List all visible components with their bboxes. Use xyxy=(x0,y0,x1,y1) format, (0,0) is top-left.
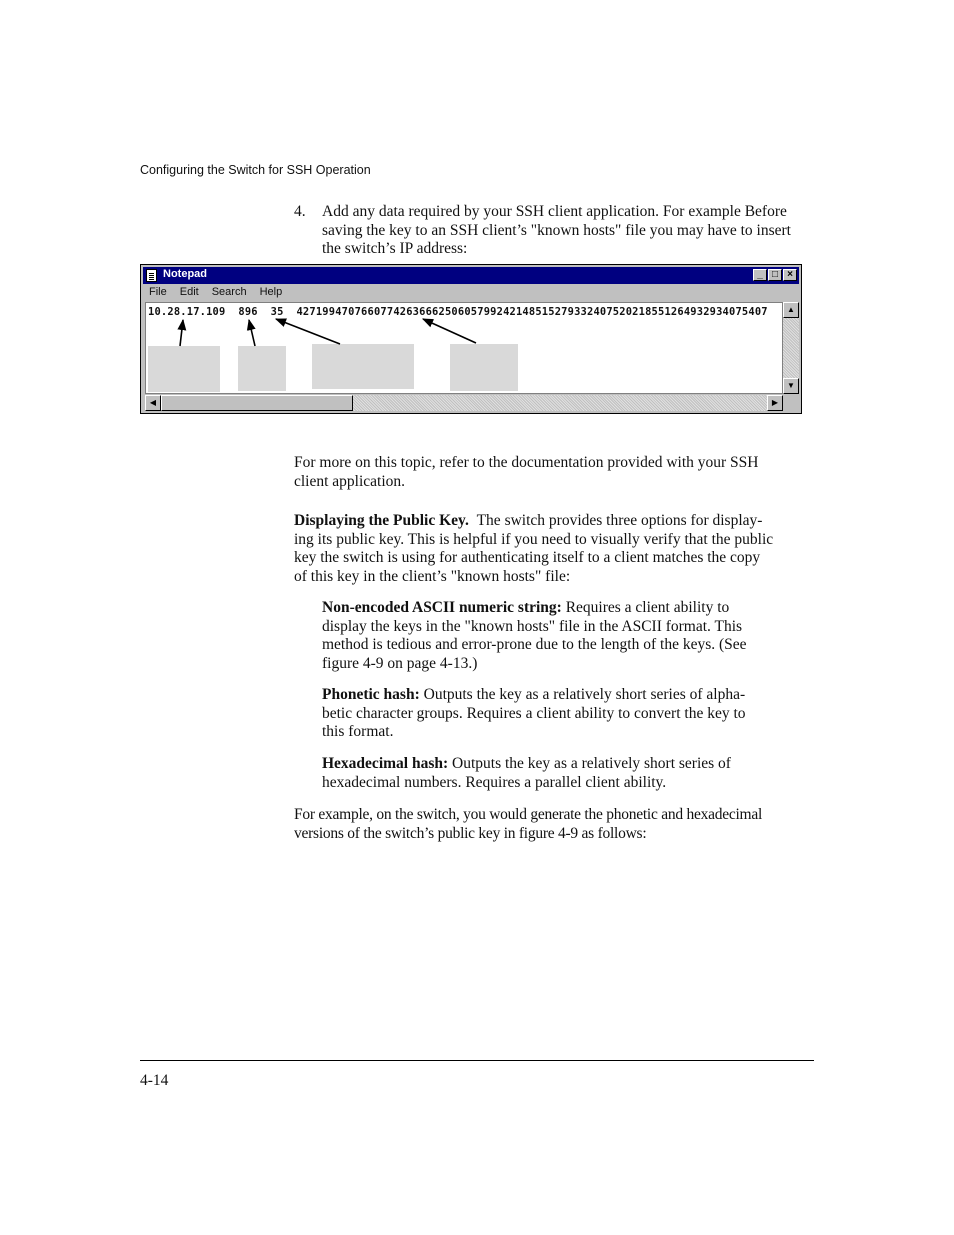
text-line: For example, on the switch, you would generate the phonetic and hexadecimal xyxy=(294,806,763,823)
menu-search[interactable]: Search xyxy=(211,286,247,298)
key-text-line: 10.28.17.109 896 35 4271994707660774263666250605799242148515279332407520218551264932934075407 xyxy=(148,306,768,318)
text-line: this format. xyxy=(322,723,394,741)
arrow-bits xyxy=(249,320,255,346)
text-line: Phonetic hash: Outputs the key as a relatively short series of alpha- xyxy=(322,686,746,703)
option-hexadecimal xyxy=(322,755,731,792)
display-public-key-paragraph xyxy=(294,512,773,586)
minimize-icon[interactable]: _ xyxy=(753,269,767,281)
footer-rule xyxy=(140,1060,814,1061)
section-heading: Displaying the Public Key. xyxy=(294,512,469,529)
step-number: 4. xyxy=(294,203,306,220)
menu-file[interactable]: File xyxy=(149,286,167,298)
text-line: of this key in the client’s "known hosts" file: xyxy=(294,567,571,585)
option-term: Hexadecimal hash: xyxy=(322,755,449,772)
text-line: betic character groups. Requires a client ability to convert the key to xyxy=(322,704,746,722)
window-title: Notepad xyxy=(163,268,207,280)
option-ascii xyxy=(322,599,747,673)
text-line: key the switch is using for authenticating itself to a client matches the copy xyxy=(294,549,761,567)
scroll-up-icon[interactable]: ▲ xyxy=(783,302,799,318)
option-term: Non-encoded ASCII numeric string: xyxy=(322,599,562,616)
scroll-down-icon[interactable]: ▼ xyxy=(783,378,799,394)
example-paragraph xyxy=(294,806,762,843)
option-phonetic xyxy=(322,686,746,742)
text-line: versions of the switch’s public key in figure 4-9 as follows: xyxy=(294,824,647,842)
option-term: Phonetic hash: xyxy=(322,686,420,703)
running-head: Configuring the Switch for SSH Operation xyxy=(140,163,371,177)
text-line: client application. xyxy=(294,472,406,490)
arrow-ip xyxy=(180,320,183,346)
maximize-icon[interactable]: □ xyxy=(768,269,782,281)
text-line: ing its public key. This is helpful if you need to visually verify that the public xyxy=(294,530,774,548)
step-line: the switch’s IP address: xyxy=(322,240,468,258)
scroll-right-icon[interactable]: ▶ xyxy=(767,395,783,411)
close-icon[interactable]: × xyxy=(783,269,797,281)
step-line: saving the key to an SSH client’s "known hosts" file you may have to insert xyxy=(322,221,791,239)
arrow-exponent xyxy=(276,319,340,344)
step-line: Add any data required by your SSH client application. For example Before xyxy=(322,203,787,220)
text-line: Hexadecimal hash: Outputs the key as a relatively short series of xyxy=(322,755,731,772)
text-line: For more on this topic, refer to the documentation provided with your SSH xyxy=(294,454,759,471)
text-line: Non-encoded ASCII numeric string: Requires a client ability to xyxy=(322,599,730,616)
text-line: Displaying the Public Key. The switch provides three options for display- xyxy=(294,512,763,529)
scroll-left-icon[interactable]: ◀ xyxy=(145,395,161,411)
menu-edit[interactable]: Edit xyxy=(179,286,199,298)
arrow-key xyxy=(423,319,476,343)
menu-help[interactable]: Help xyxy=(259,286,283,298)
text-line: figure 4-9 on page 4-13.) xyxy=(322,654,478,672)
more-info-paragraph xyxy=(294,454,759,491)
text-line: display the keys in the "known hosts" file in the ASCII format. This xyxy=(322,617,743,635)
text-line: hexadecimal numbers. Requires a parallel client ability. xyxy=(322,773,667,791)
page-number: 4-14 xyxy=(140,1072,169,1089)
text-line: method is tedious and error-prone due to the length of the keys. (See xyxy=(322,636,747,654)
